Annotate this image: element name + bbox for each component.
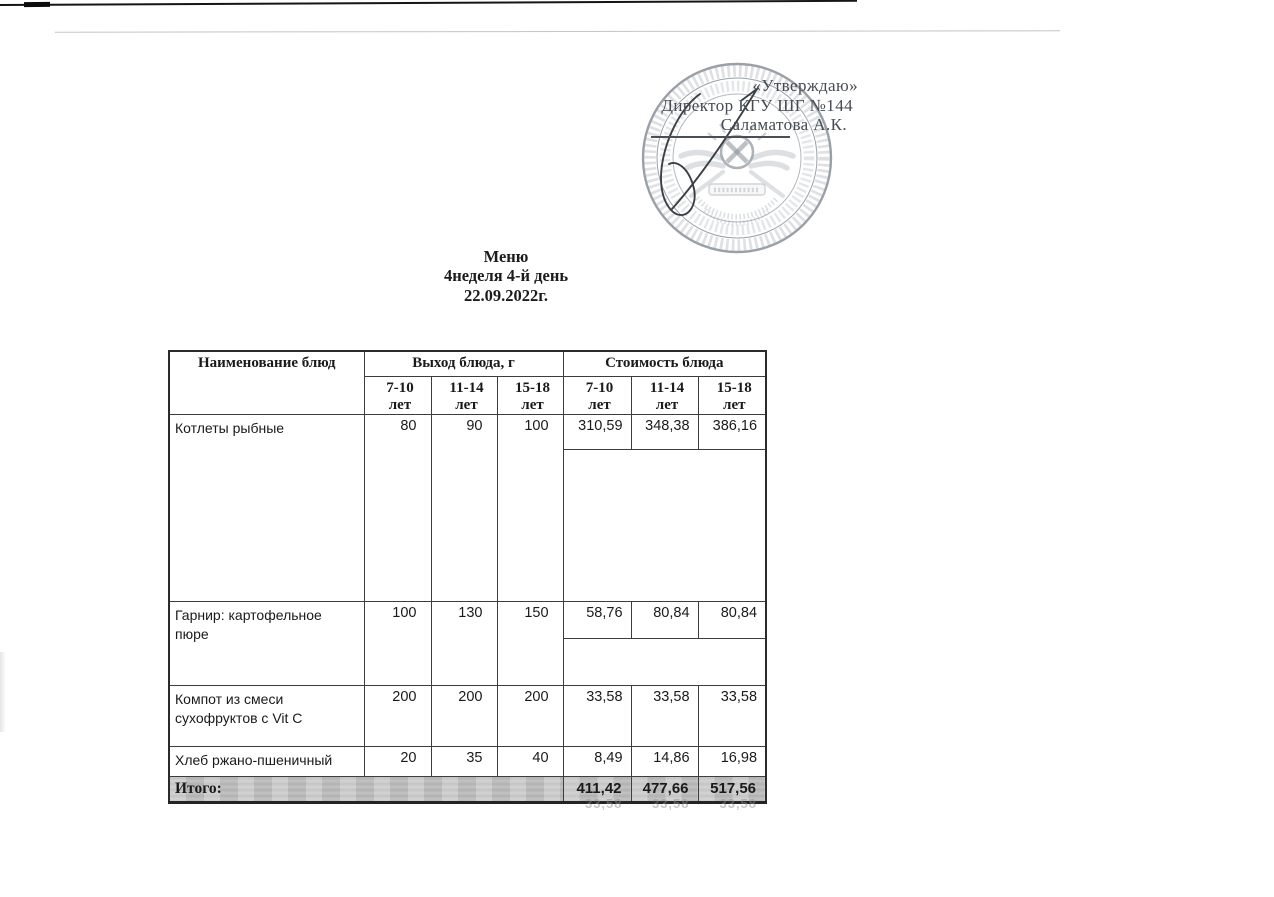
age-range: 7-10 <box>386 379 414 396</box>
header-cost-age-3 <box>698 376 766 414</box>
cost-value-cell: 348,38 <box>631 414 698 449</box>
dish-name-cell: Хлеб ржано-пшеничный <box>169 746 364 776</box>
age-range: 7-10 <box>585 379 614 396</box>
age-range: 15-18 <box>515 379 550 396</box>
header-output-age-1 <box>364 376 431 414</box>
header-output-age-3 <box>497 376 563 414</box>
dish-name-cell: Гарнир: картофельное пюре <box>169 601 364 685</box>
approval-line-approve: «Утверждаю» <box>752 76 858 95</box>
age-unit: лет <box>723 396 746 413</box>
cost-value-cell: 14,86 <box>631 746 698 776</box>
cost-value-cell: 310,59 <box>563 414 631 449</box>
header-cost-age-2 <box>631 376 698 414</box>
age-unit: лет <box>455 396 478 413</box>
totals-label-cell: Итого: <box>169 776 563 802</box>
output-value-cell: 150 <box>497 601 563 685</box>
signature-line <box>651 136 790 138</box>
output-value-cell: 100 <box>497 414 563 601</box>
dish-name-cell: Котлеты рыбные <box>169 414 364 601</box>
output-value-cell: 130 <box>431 601 497 685</box>
totals-value-cell <box>631 776 698 811</box>
age-range: 15-18 <box>716 379 752 396</box>
output-value-cell: 200 <box>431 685 497 746</box>
age-unit: лет <box>655 396 679 413</box>
document-title <box>370 247 642 305</box>
merged-empty-cell <box>563 449 766 601</box>
header-dish-name: Наименование блюд <box>169 351 364 414</box>
cost-value-cell: 58,76 <box>563 601 631 638</box>
scan-artifact-gray-line <box>55 30 1060 33</box>
totals-value: 477,66 <box>642 779 689 797</box>
merged-empty-cell <box>563 638 766 685</box>
header-cost-age-1 <box>563 376 631 414</box>
age-range: 11-14 <box>649 379 685 396</box>
totals-value-cell <box>563 776 631 811</box>
output-value-cell: 100 <box>364 601 431 685</box>
age-unit: лет <box>521 396 544 413</box>
age-unit: лет <box>588 396 611 413</box>
cost-value-cell: 80,84 <box>631 601 698 638</box>
scan-artifact-edge-streak <box>0 652 6 732</box>
totals-value: 411,42 <box>576 779 622 797</box>
age-range: 11-14 <box>449 379 484 396</box>
cost-value-cell: 33,58 <box>698 685 766 746</box>
output-value-cell: 20 <box>364 746 431 776</box>
totals-value-cell <box>698 776 766 811</box>
menu-table <box>168 350 767 811</box>
age-unit: лет <box>388 396 412 413</box>
title-date: 22.09.2022г. <box>463 285 548 305</box>
output-value-cell: 35 <box>431 746 497 776</box>
header-output-group: Выход блюда, г <box>364 351 563 376</box>
header-cost-group: Стоимость блюда <box>563 351 766 376</box>
cost-value-cell: 8,49 <box>563 746 631 776</box>
cost-value-cell: 386,16 <box>698 414 766 449</box>
approval-line-director: Директор КГУ ШГ №144 <box>661 95 853 115</box>
scan-artifact-top-blob <box>24 2 50 7</box>
approval-block <box>620 76 858 135</box>
output-value-cell: 40 <box>497 746 563 776</box>
output-value-cell: 80 <box>364 414 431 601</box>
ghost-bleedthrough-value: 33,58 <box>651 795 690 811</box>
cost-value-cell: 80,84 <box>698 601 766 638</box>
title-menu: Меню <box>483 247 529 266</box>
ghost-bleedthrough-value: 33,58 <box>584 795 623 811</box>
ghost-bleedthrough-value: 33,58 <box>719 795 758 811</box>
dish-name-cell: Компот из смеси сухофруктов с Vit C <box>169 685 364 746</box>
output-value-cell: 90 <box>431 414 497 601</box>
cost-value-cell: 33,58 <box>563 685 631 746</box>
cost-value-cell: 33,58 <box>631 685 698 746</box>
approval-line-name: Саламатова А.К. <box>720 115 847 134</box>
header-output-age-2 <box>431 376 497 414</box>
output-value-cell: 200 <box>364 685 431 746</box>
title-week-day: 4неделя 4-й день <box>443 266 569 286</box>
cost-value-cell: 16,98 <box>698 746 766 776</box>
output-value-cell: 200 <box>497 685 563 746</box>
totals-value: 517,56 <box>710 779 757 797</box>
scan-artifact-top-line <box>0 0 857 6</box>
